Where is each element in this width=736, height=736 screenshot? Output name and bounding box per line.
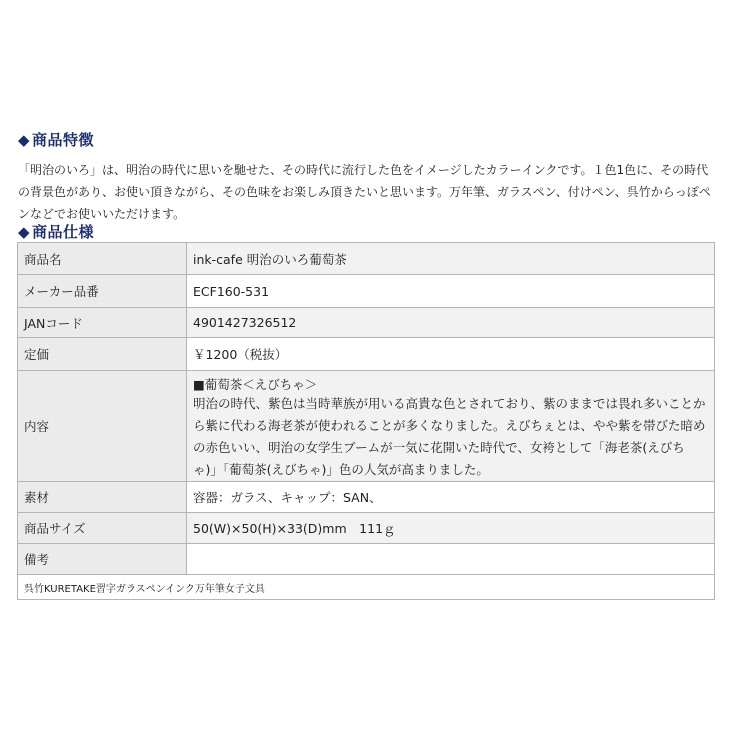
- row-value-price: ￥1200（税抜）: [187, 338, 715, 371]
- features-description: 「明治のいろ」は、明治の時代に思いを馳せた、その時代に流行した色をイメージしたカラーインクです。１色1色に、その時代の背景色があり、お使い頂きながら、その色味をお楽しみ頂きたいと思います。万年筆、ガラスペン、付けペン、呉竹からっぽペンなどでお使いいただけます。: [18, 163, 711, 221]
- diamond-icon: ◆: [18, 223, 31, 241]
- contents-title: ■葡萄茶＜えびちゃ＞: [193, 377, 318, 392]
- spec-table: [17, 242, 715, 600]
- specs-heading: [18, 221, 94, 242]
- row-label-contents: 内容: [18, 371, 187, 482]
- footer-keywords: 呉竹KURETAKE習字ガラスペンインク万年筆女子文具: [18, 575, 715, 600]
- row-value-notes: [187, 544, 715, 575]
- row-value-jan: 4901427326512: [187, 308, 715, 338]
- table-row: [18, 513, 715, 544]
- row-value-maker-code: ECF160-531: [187, 275, 715, 308]
- table-row: [18, 243, 715, 275]
- table-row: [18, 308, 715, 338]
- diamond-icon: ◆: [18, 131, 31, 149]
- row-value-material: 容器：ガラス、キャップ：SAN、: [187, 482, 715, 513]
- row-label-size: 商品サイズ: [18, 513, 187, 544]
- features-heading-text: 商品特徴: [32, 131, 95, 149]
- table-row: [18, 371, 715, 482]
- features-heading: [18, 129, 94, 150]
- row-label-material: 素材: [18, 482, 187, 513]
- table-row: [18, 575, 715, 600]
- specs-heading-text: 商品仕様: [32, 223, 95, 241]
- row-value-contents: [187, 371, 715, 482]
- row-value-product-name: ink-cafe 明治のいろ葡萄茶: [187, 243, 715, 275]
- row-value-size: 50(W)×50(H)×33(D)mm 111ｇ: [187, 513, 715, 544]
- contents-body: 明治の時代、紫色は当時華族が用いる高貴な色とされており、紫のままでは畏れ多いことから紫に代わる海老茶が使われることが多くなりました。えびちぇとは、やや紫を帯びた暗めの赤色いい、明治の女学生ブームが一気に花開いた時代で、女袴として「海老茶(えびちゃ)」「葡萄茶(えびちゃ)」色の人気が高まりました。: [193, 396, 706, 477]
- row-label-price: 定価: [18, 338, 187, 371]
- table-row: [18, 338, 715, 371]
- row-label-jan: JANコード: [18, 308, 187, 338]
- row-label-notes: 備考: [18, 544, 187, 575]
- table-row: [18, 275, 715, 308]
- table-row: [18, 544, 715, 575]
- table-row: [18, 482, 715, 513]
- row-label-maker-code: メーカー品番: [18, 275, 187, 308]
- row-label-product-name: 商品名: [18, 243, 187, 275]
